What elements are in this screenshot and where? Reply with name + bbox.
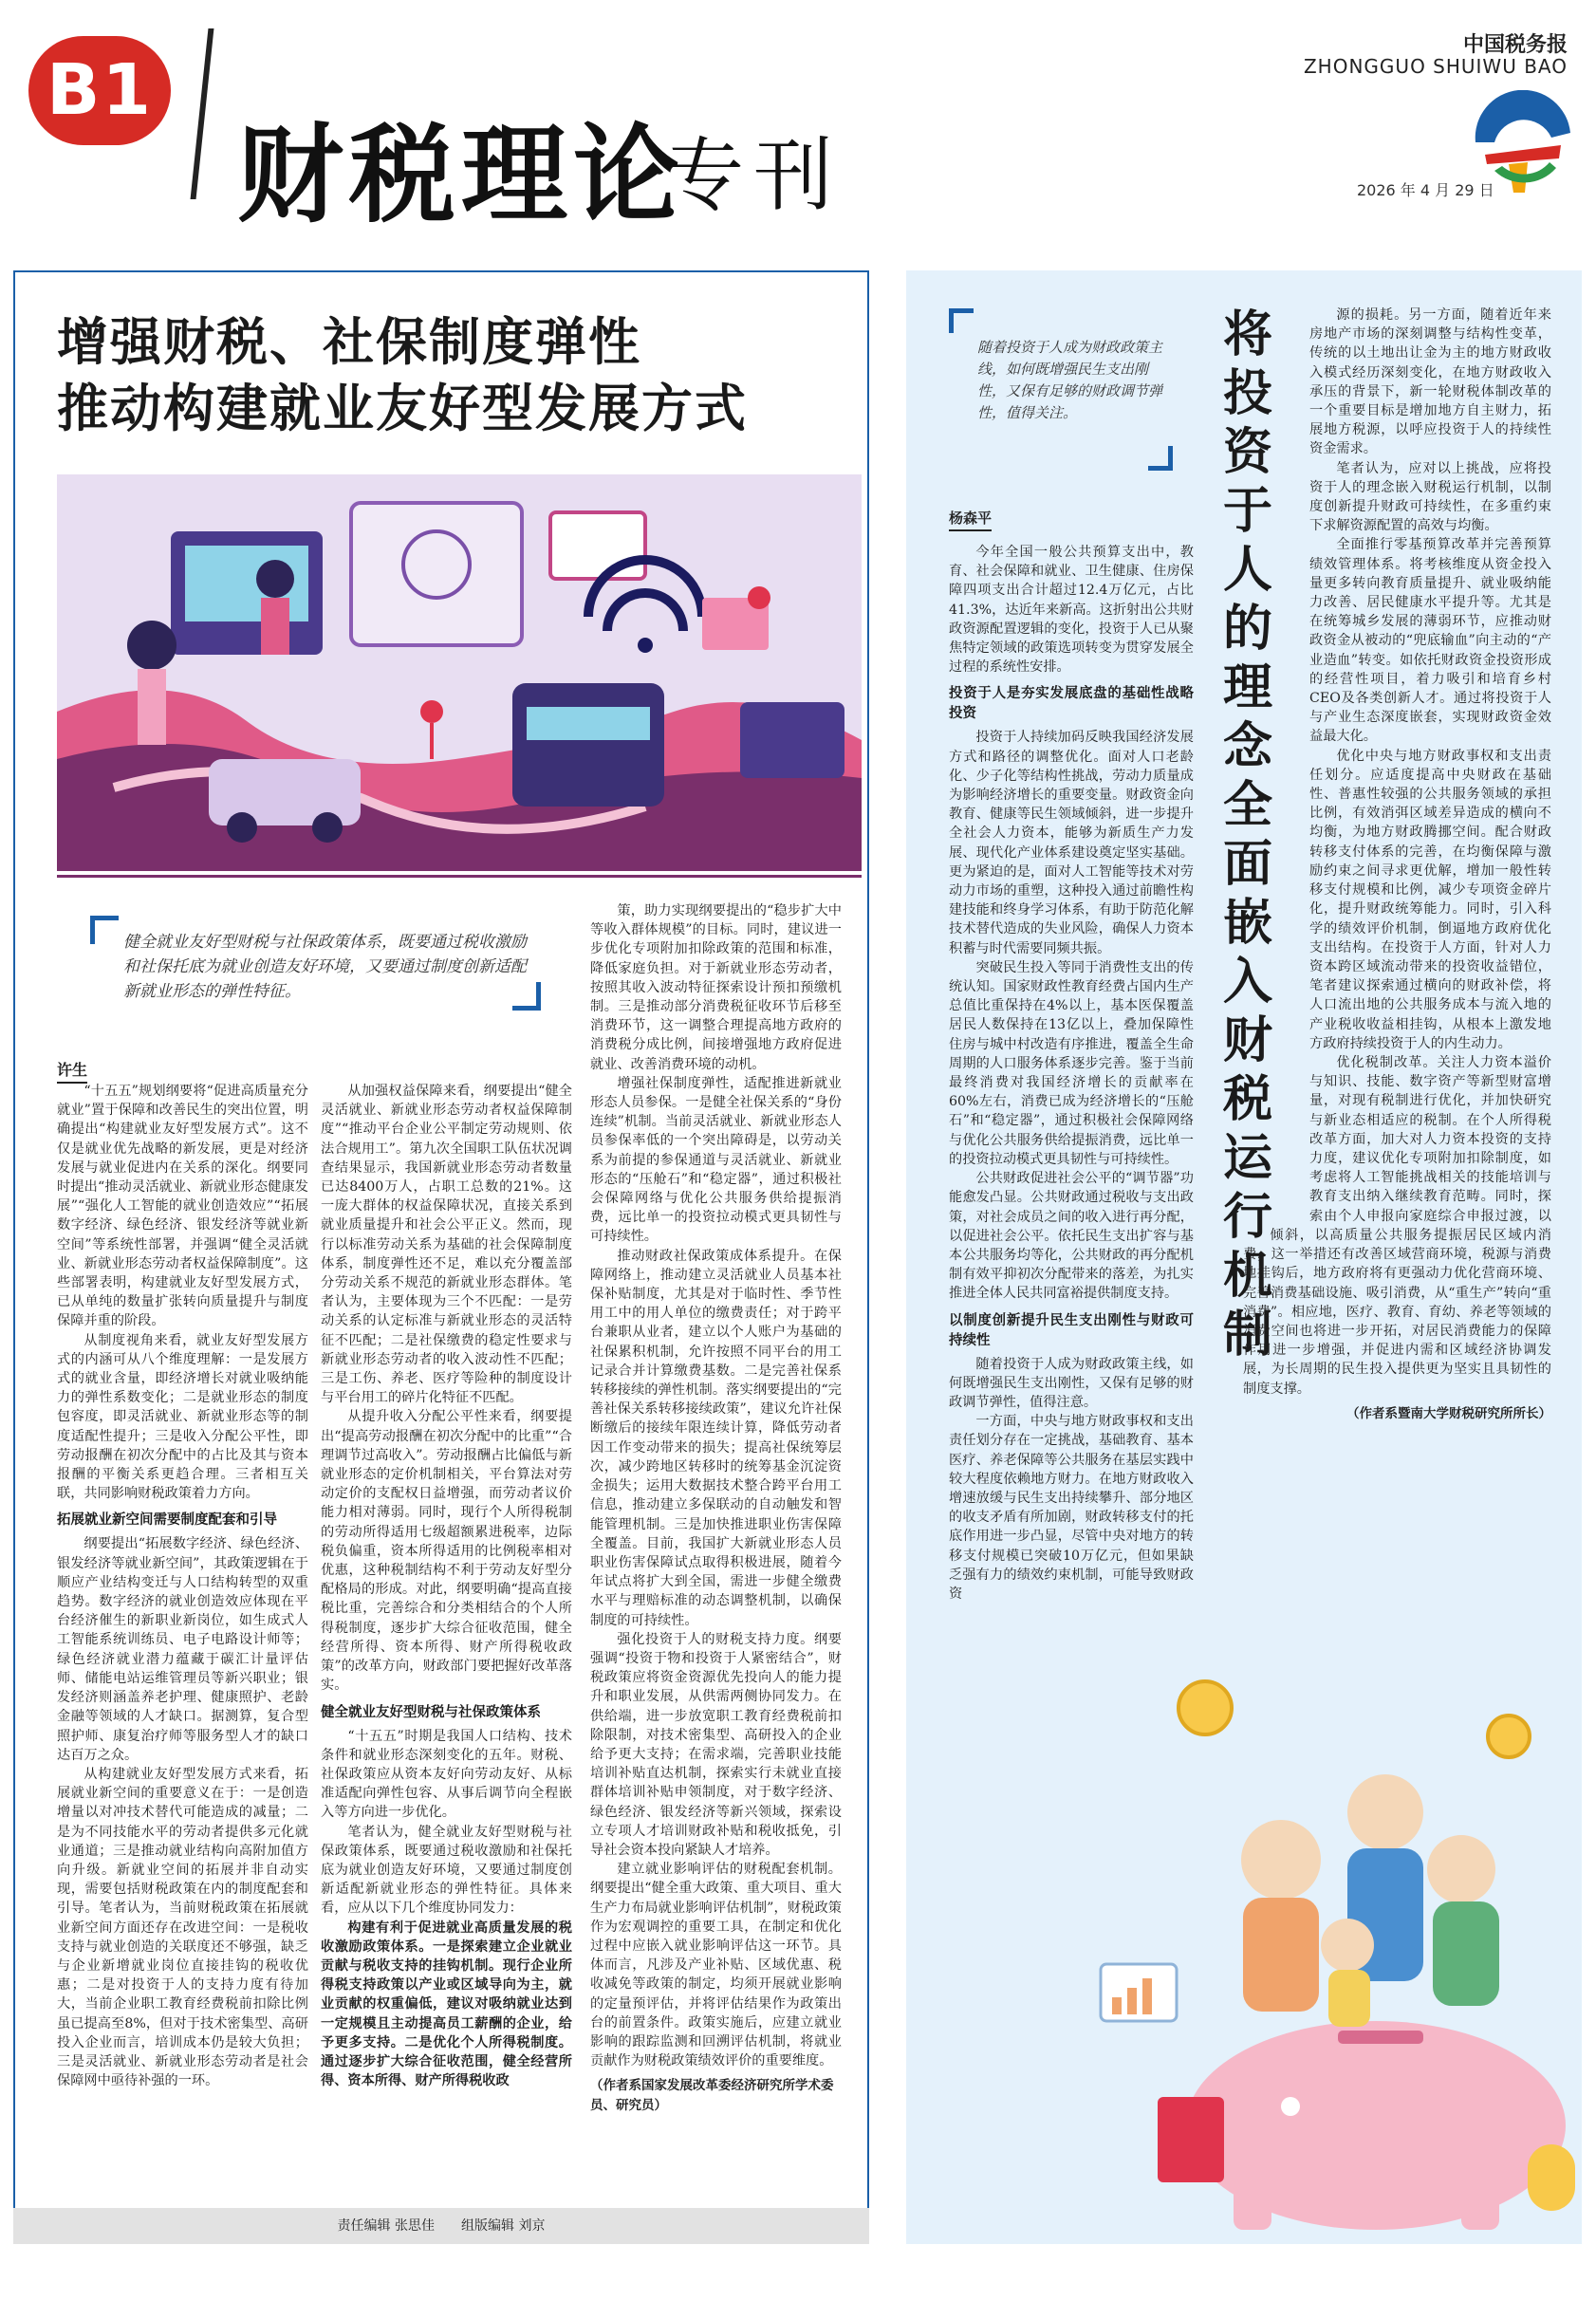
quote-mark-close: [1148, 446, 1173, 471]
right-article-column-2: [1309, 306, 1551, 1226]
paragraph: 推动财政社保政策成体系提升。在保障网络上，推动建立灵活就业人员基本社保补贴制度，尤其是对于临时性、季节性用工中的用人单位的缴费责任；对于跨平台兼职从业者，建立以个人账户为基础的社保累积机制，允许按照不同平台的用工记录合并计算缴费基数。二是完善社保系转移接续的弹性机制。落实纲要提出的“完善社保关系转移接续政策”，建议允许社保断缴后的接续年限连续计算，降低劳动者因工作变动带来的损失；提高社保统筹层次，减少跨地区转移时的统筹基金沉淀资金损失；运用大数据技术整合跨平台用工信息，推动建立多保联动的自动触发和智能管理机制。三是加快推进职业伤害保障全覆盖。目前，我国扩大新就业形态人员职业伤害保障试点取得积极进展，随着今年试点将扩大到全国，需进一步健全缴费水平与理赔标准的动态调整机制，以确保制度的可持续性。: [590, 1248, 842, 1628]
family-savings-illustration: [1063, 1632, 1580, 2239]
paragraph: 笔者认为，应对以上挑战，应将投资于人的理念嵌入财税运行机制，以制度创新提升财政可持续性，在多重约束下求解资源配置的高效与均衡。: [1309, 460, 1551, 534]
paragraph: 建立就业影响评估的财税配套机制。纲要提出“健全重大政策、重大项目、重大生产力布局就业影响评估机制”，财税政策作为宏观调控的重要工具，在制定和优化过程中应嵌入就业影响评估这一环节。具体而言，凡涉及产业补贴、区域优惠、税收减免等政策的制定，均须开展就业影响的定量预评估，并将评估结果作为政策出台的前置条件。政策实施后，应建立就业影响的跟踪监测和回溯评估机制，将就业贡献作为财税政策绩效评价的重要维度。: [590, 1862, 842, 2069]
left-article-column-1: [57, 1082, 308, 2197]
author-note: （作者系暨南大学财税研究所所长）: [1346, 1405, 1551, 1421]
right-lead-quote-text: 随着投资于人成为财政政策主线，如何既增强民生支出刚性，又保有足够的财政调节弹性，值得关注。: [977, 339, 1163, 421]
paper-name-en: ZHONGGUO SHUIWU BAO: [1303, 55, 1568, 78]
paragraph: 全面推行零基预算改革并完善预算绩效管理体系。将考核维度从资金投入量更多转向教育质量提升、就业吸纳能力改善、居民健康水平提升等。尤其是在统筹城乡发展的薄弱环节，应推动财政资金从被动的“兜底输血”向主动的“产业造血”转变。如依托财政资金投资形成的经营性项目，着力吸引和培育乡村CEO及各类创新人才。通过将投资于人与产业生态深度嵌套，实现财政资金效益最大化。: [1309, 537, 1551, 745]
paragraph: 从提升收入分配公平性来看，纲要提出“提高劳动报酬在初次分配中的比重”“合理调节过高收入”。劳动报酬占比偏低与新就业形态的定价机制相关，平台算法对劳动定价的支配权日益增强，而劳动者议价能力相对薄弱。同时，现行个人所得税制的劳动所得适用七级超额累进税率，边际税负偏重，资本所得适用的比例税率相对优惠，这种税制结构不利于劳动友好型分配格局的形成。对此，纲要明确“提高直接税比重，完善综合和分类相结合的个人所得税制度，逐步扩大综合征收范围，健全经营所得、资本所得、财产所得税收政策”的改革方向，财政部门要把握好改革落实。: [321, 1409, 572, 1694]
paragraph: 投资于人持续加码反映我国经济发展方式和路径的调整优化。面对人口老龄化、少子化等结构性挑战，劳动力质量成为影响经济增长的重要变量。财政资金向教育、健康等民生领域倾斜，进一步提升全社会人力资本，能够为新质生产力发展、现代化产业体系建设奠定坚实基础。更为紧迫的是，面对人工智能等技术对劳动力市场的重塑，这种投入通过前瞻性构建技能和终身学习体系，有助于防范化解技术替代造成的失业风险，确保人力资本积蓄与时代需要同频共振。: [949, 730, 1194, 956]
headline-line-1: 增强财税、社保制度弹性: [57, 311, 641, 372]
paragraph: 优化税制改革。关注人力资本溢价与知识、技能、数字资产等新型财富增量，对现有税制进行优化，并加快研究与新业态相适应的税制。在个人所得税改革方面，加大对人力资本投资的支持力度，建议优化专项附加扣除制度，如考虑将人工智能挑战相关的技能培训与教育支出纳入继续教育范畴。同时，探索由个人申报向家庭综合申报过渡，以: [1309, 1054, 1551, 1224]
author-note: （作者系国家发展改革委经济研究所学术委员、研究员）: [590, 2078, 834, 2113]
right-lead-quote: [949, 327, 1162, 424]
right-article-vertical-title: 将投资于人的理念全面嵌入财税运行机制: [1222, 306, 1272, 1363]
paragraph: 源的损耗。另一方面，随着近年来房地产市场的深刻调整与结构性变革，传统的以土地出让金为主的地方财政收入模式经历深刻变化，在地方财政收入承压的背景下，新一轮财税体制改革的一个重要目标是增加地方自主财力，拓展地方税源，以呼应投资于人的持续性资金需求。: [1309, 307, 1551, 457]
left-article-column-3: [590, 901, 842, 2197]
paragraph: 随着投资于人成为财政政策主线，如何既增强民生支出刚性，又保有足够的财政调节弹性，值得注意。: [949, 1356, 1194, 1410]
paragraph: 纲要提出“拓展数字经济、绿色经济、银发经济等就业新空间”，其政策逻辑在于顺应产业结构变迁与人口结构转型的双重趋势。数字经济的就业创造效应体现在平台经济催生的新职业新岗位，如生成式人工智能系统训练员、电子电路设计师等；绿色经济就业潜力蕴藏于碳汇计量评估师、储能电站运维管理员等新兴职业；银发经济则涵盖养老护理、健康照护、老龄金融等领域的人才缺口。据测算，复合型照护师、康复治疗师等服务型人才的缺口达百万之众。: [57, 1536, 308, 1763]
left-article-column-2: [321, 1082, 572, 2197]
quote-mark-close: [512, 982, 541, 1011]
paragraph: 从加强权益保障来看，纲要提出“健全灵活就业、新就业形态劳动者权益保障制度”“推动平台企业公平制定劳动规则、依法合规用工”。第九次全国职工队伍状况调查结果显示，我国新就业形态劳动者数量已达8400万人，占职工总数的21%。这一庞大群体的权益保障状况，直接关系到就业质量提升和社会公平正义。然而，现行以标准劳动关系为基础的社会保障制度体系，制度弹性还不足，难以充分覆盖部分劳动关系不规范的新就业形态群体。笔者认为，主要体现为三个不匹配：一是劳动关系的认定标准与新就业形态的灵活特征不匹配；二是社保缴费的稳定性要求与新就业形态劳动者的收入波动性不匹配；三是工伤、养老、医疗等险种的制度设计与平台用工的碎片化特征不匹配。: [321, 1084, 572, 1406]
subheading: 拓展就业新空间需要制度配套和引导: [57, 1512, 277, 1529]
right-article-column-3: [1243, 1226, 1551, 1615]
paragraph: 从构建就业友好型发展方式来看，拓展就业新空间的重要意义在于：一是创造增量以对冲技术替代可能造成的减量；二是为不同技能水平的劳动者提供多元化就业通道；三是推动就业结构向高附加值方向升级。新就业空间的拓展并非自动实现，需要包括财税政策在内的制度配套和引导。笔者认为，当前财税政策在拓展就业新空间方面还存在改进空间：一是税收支持与就业创造的关联度还不够强，缺乏与企业新增就业岗位直接挂钩的税收优惠；二是对投资于人的支持力度有待加大，当前企业职工教育经费税前扣除比例虽已提高至8%，但对于技术密集型、高研投入企业而言，培训成本仍是较大负担；三是灵活就业、新就业形态劳动者是社会保障网中亟待补强的一环。: [57, 1766, 308, 2089]
paragraph: “十五五”规划纲要将“促进高质量充分就业”置于保障和改善民生的突出位置，明确提出“构建就业友好型发展方式”。这不仅是就业优先战略的新发展，更是对经济发展与就业促进内在关系的深化。纲要同时提出“推动灵活就业、新就业形态健康发展”“强化人工智能的就业创造效应”“拓展数字经济、绿色经济、银发经济等就业新空间”等系统性部署，并强调“健全灵活就业、新就业形态劳动者权益保障制度”。这些部署表明，构建就业友好型发展方式，已从单纯的数量扩张转向质量提升与制度保障并重的阶段。: [57, 1084, 308, 1329]
section-title: 财税理论: [237, 113, 685, 237]
paragraph: 公共财政促进社会公平的“调节器”功能愈发凸显。公共财政通过税收与支出政策，对社会成员之间的收入进行再分配，以促进社会公平。依托民生支出扩容与基本公共服务均等化，公共财政的再分配机制有效平抑初次分配带来的落差，为扎实推进全体人民共同富裕提供制度支持。: [949, 1171, 1194, 1302]
page-number-badge: B1: [28, 36, 171, 145]
subheading: 以制度创新提升民生支出刚性与财政可持续性: [949, 1312, 1194, 1348]
paragraph: 强化投资于人的财税支持力度。纲要强调“投资于物和投资于人紧密结合”，财税政策应将资金资源优先投向人的能力提升和职业发展，从供需两侧协同发力。在供给端，进一步放宽职工教育经费税前扣除限制，对技术密集型、高研投入的企业给予更大支持；在需求端，完善职业技能培训补贴直达机制，探索实行未就业直接群体培训补贴申领制度，对于数字经济、绿色经济、银发经济等新兴领域，探索设立专项人才培训财政补贴和税收抵免，引导社会资本投向紧缺人才培养。: [590, 1631, 842, 1858]
left-article-author: 许生: [57, 1058, 87, 1084]
left-lead-quote-text: 健全就业友好型财税与社保政策体系，既要通过税收激励和社保托底为就业创造友好环境，又要通过制度创新适配新就业形态的弹性特征。: [123, 933, 527, 1001]
paragraph: 构建有利于促进就业高质量发展的税收激励政策体系。一是探索建立企业就业贡献与税收支持的挂钩机制。现行企业所得税支持政策以产业或区域导向为主，就业贡献的权重偏低，建议对吸纳就业达到一定规模且主动提高员工薪酬的企业，给予更多支持。二是优化个人所得税制度。通过逐步扩大综合征收范围，健全经营所得、资本所得、财产所得税收政: [321, 1920, 572, 2089]
paragraph: “十五五”时期是我国人口结构、技术条件和就业形态深刻变化的五年。财税、社保政策应从资本友好向劳动友好、从标准适配向弹性包容、从事后调节向全程嵌入等方向进一步优化。: [321, 1728, 572, 1821]
paragraph: 从制度视角来看，就业友好型发展方式的内涵可从八个维度理解：一是发展方式的就业含量，即经济增长对就业吸纳能力的弹性系数变化；二是就业形态的制度包容度，即灵活就业、新就业形态等的制度适配性提升；三是收入分配公平性，即劳动报酬在初次分配中的占比及其与资本报酬的平衡关系更趋合理。三者相互关联，共同影响财税政策着力方向。: [57, 1332, 308, 1502]
section-subtitle: 专刊: [664, 129, 844, 222]
subheading: 投资于人是夯实发展底盘的基础性战略投资: [949, 686, 1194, 722]
paragraph: 今年全国一般公共预算支出中，教育、社会保障和就业、卫生健康、住房保障四项支出合计超过12.4万亿元，占比41.3%，达近年来新高。这折射出公共财政资源配置逻辑的变化，投资于人已从聚焦特定领域的政策选项转变为贯穿发展全过程的系统性安排。: [949, 545, 1194, 676]
subheading: 健全就业友好型财税与社保政策体系: [321, 1704, 541, 1720]
right-article-author: 杨森平: [949, 508, 992, 531]
left-lead-quote: [90, 911, 536, 1004]
paragraph: 倾斜，以高质量公共服务提振居民区域内消费，这一举措还有改善区域营商环境，税源与消费地挂钩后，地方政府将有更强动力优化营商环境、完善消费基础设施、吸引消费，从“重生产”转向“重消费”。相应地，医疗、教育、育幼、养老等领域的消费空间也将进一步开拓，对居民消费能力的保障作用进一步增强，并促进内需和区域经济协调发展，为长周期的民生投入提供更为坚实且具韧性的制度支撑。: [1243, 1228, 1551, 1397]
masthead: [0, 0, 1596, 237]
paragraph: 增强社保制度弹性，适配推进新就业形态人员参保。一是健全社保关系的“身份连续”机制。当前灵活就业、新就业形态人员参保率低的一个突出障碍是，以劳动关系为前提的参保通道与灵活就业、新就业形态的“压舱石”和“稳定器”，通过积极社会保障网络与优化公共服务供给提振消费，远比单一的投资拉动模式更具韧性与可持续性。: [590, 1075, 842, 1245]
paper-name-cn: 中国税务报: [1462, 32, 1568, 57]
left-article-headline: [57, 308, 854, 441]
digital-employment-illustration: [57, 474, 862, 878]
paragraph: 笔者认为，健全就业友好型财税与社保政策体系，既要通过税收激励和社保托底为就业创造友好环境，又要通过制度创新适配新就业形态的弹性特征。具体来看，应从以下几个维度协同发力：: [321, 1824, 572, 1917]
editor-credits: 责任编辑 张思佳 组版编辑 刘京: [13, 2208, 869, 2244]
paragraph: 策，助力实现纲要提出的“稳步扩大中等收入群体规模”的目标。同时，建议进一步优化专项附加扣除政策的范围和标准，降低家庭负担。对于新就业形态劳动者，按照其收入波动特征探索设计预扣预缴机制。三是推动部分消费税征收环节后移至消费环节，这一调整合理提高地方政府的消费税分成比例，间接增强地方政府促进就业、改善消费环境的动机。: [590, 903, 842, 1072]
publication-date: 2026 年 4 月 29 日: [1357, 181, 1494, 199]
paragraph: 一方面，中央与地方财政事权和支出责任划分存在一定挑战，基础教育、基本医疗、养老保障等公共服务在基层实践中较大程度依赖地方财力。在地方财政收入增速放缓与民生支出持续攀升、部分地区的收支矛盾有所加剧，财政转移支付的托底作用进一步凸显，尽管中央对地方的转移支付规模已突破10万亿元，但如果缺乏强有力的绩效约束机制，可能导致财政资: [949, 1414, 1194, 1602]
paragraph: 突破民生投入等同于消费性支出的传统认知。国家财政性教育经费占国内生产总值比重保持在4%以上，基本医保覆盖居民人数保持在13亿以上，叠加保障性住房与城中村改造有序推进，覆盖全生命周期的人口服务体系逐步完善。鉴于当前最终消费对我国经济增长的贡献率在60%左右，消费已成为经济增长的“压舱石”和“稳定器”，通过积极社会保障网络与优化公共服务供给提振消费，远比单一的投资拉动模式更具韧性与可持续性。: [949, 959, 1194, 1167]
headline-line-2: 推动构建就业友好型发展方式: [57, 378, 748, 438]
paragraph: 优化中央与地方财政事权和支出责任划分。应适度提高中央财政在基础性、普惠性较强的公共服务领域的承担比例，有效消弭区域差异造成的横向不均衡，为地方财政腾挪空间。配合财政转移支付体系的完善，在均衡保障与激励约束之间寻求更优解，增加一般性转移支付规模和比例，减少专项资金碎片化，提升财政统筹能力。同时，引入科学的绩效评价机制，倒逼地方政府优化支出结构。在投资于人方面，针对人力资本跨区域流动带来的投资收益错位，笔者建议探索通过横向的财政补偿，将人口流出地的公共服务成本与流入地的产业税收收益相挂钩，从根本上激发地方政府持续投资于人的内生动力。: [1309, 748, 1551, 1051]
masthead-divider: [191, 28, 214, 199]
